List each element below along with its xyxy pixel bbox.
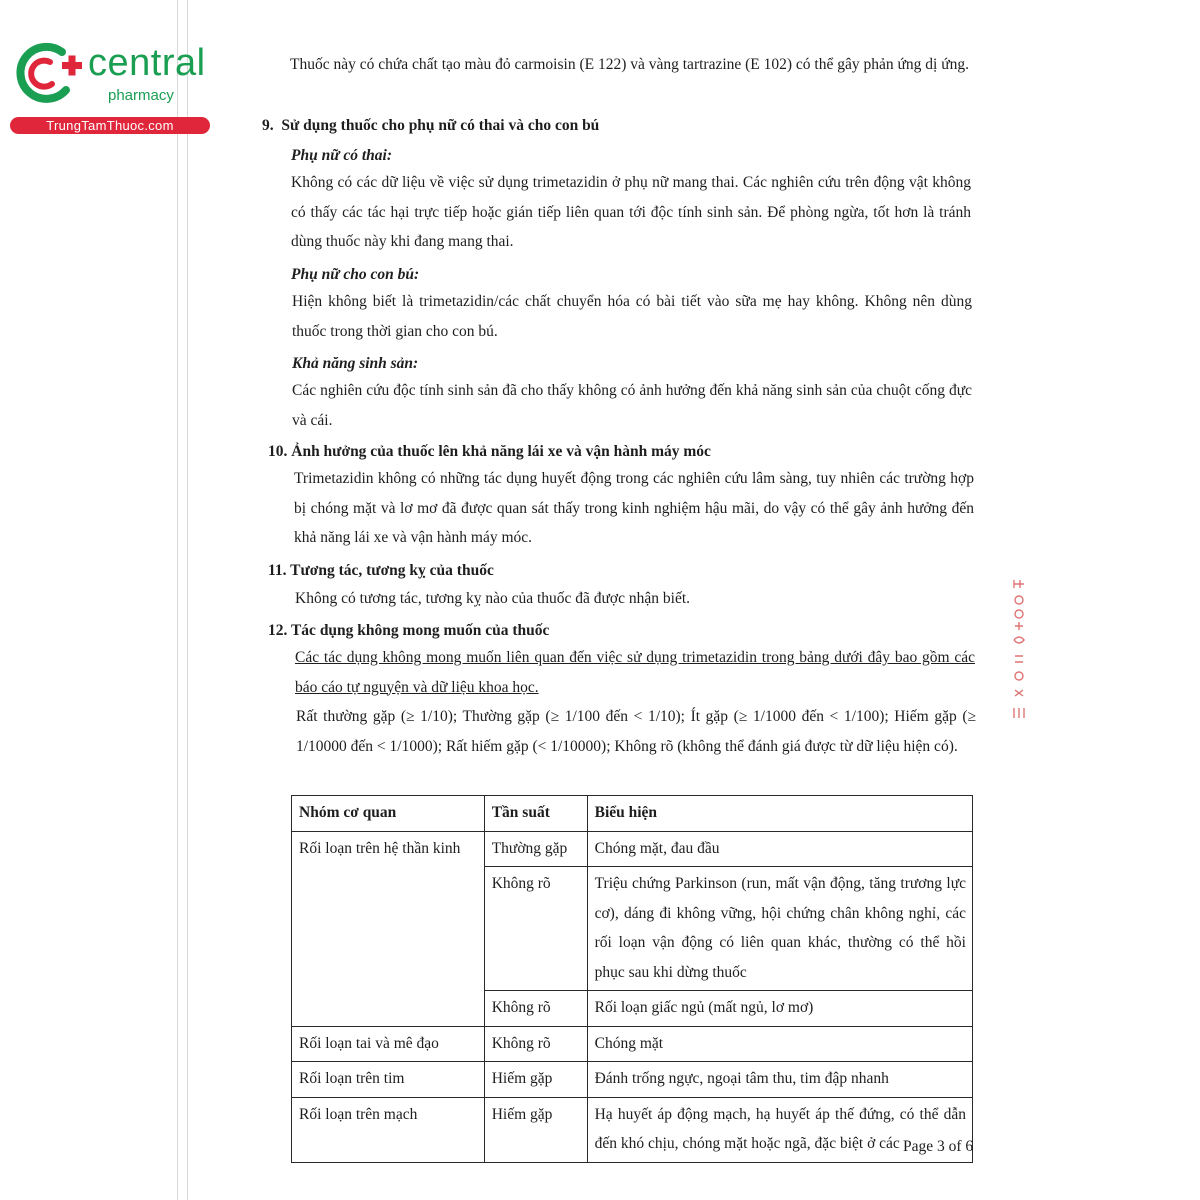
section-12-title: 12. Tác dụng không mong muốn của thuốc [268, 622, 550, 639]
manifestation-cell: Hạ huyết áp động mạch, hạ huyết áp thế đứng, có thể dẫn đến khó chịu, chóng mặt hoặc ngã, đặc biệt ở các [587, 1097, 972, 1162]
header-frequency: Tần suất [484, 796, 587, 832]
manifestation-cell: Chóng mặt [587, 1026, 972, 1062]
section-9-title: 9. Sử dụng thuốc cho phụ nữ có thai và cho con bú [262, 117, 600, 134]
manifestation-cell: Chóng mặt, đau đầu [587, 831, 972, 867]
logo-website-banner: TrungTamThuoc.com [10, 117, 210, 134]
page-number: Page 3 of 6 [903, 1138, 974, 1155]
frequency-cell: Hiếm gặp [484, 1097, 587, 1162]
table-row [292, 1062, 973, 1098]
margin-stamp-mark [1006, 576, 1036, 726]
manifestation-cell: Triệu chứng Parkinson (run, mất vận động, tăng trương lực cơ), dáng đi không vững, hội chứng chân không nghỉ, các rối loạn vận động có liên quan khác, thường có thể hồi phục sau khi dừng thuốc [587, 867, 972, 991]
organ-cell: Rối loạn tai và mê đạo [292, 1026, 485, 1062]
organ-cell: Rối loạn trên mạch [292, 1097, 485, 1162]
fertility-paragraph: Các nghiên cứu độc tính sinh sản đã cho thấy không có ảnh hưởng đến khả năng sinh sản của chuột cống đực và cái. [292, 382, 972, 429]
table-row [292, 1026, 973, 1062]
scan-edge-line [177, 0, 178, 1200]
frequency-definitions: Rất thường gặp (≥ 1/10); Thường gặp (≥ 1/100 đến < 1/10); Ít gặp (≥ 1/1000 đến < 1/100); Hiếm gặp (≥ 1/10000 đến < 1/1000); Rất hiếm gặp (< 1/10000); Không rõ (không thể đánh giá được từ dữ liệu hiện có). [296, 708, 976, 755]
section-11-paragraph: Không có tương tác, tương kỵ nào của thuốc đã được nhận biết. [295, 590, 691, 607]
organ-cell: Rối loạn trên hệ thần kinh [292, 831, 485, 1026]
central-pharmacy-logo [10, 38, 215, 138]
pregnant-paragraph: Không có các dữ liệu về việc sử dụng trimetazidin ở phụ nữ mang thai. Các nghiên cứu trên động vật không có thấy các tác hại trực tiếp hoặc gián tiếp liên quan tới độc tính sinh sản. Để phòng ngừa, tốt hơn là tránh dùng thuốc này khi đang mang thai. [291, 174, 971, 250]
fertility-subtitle: Khả năng sinh sản: [292, 355, 419, 372]
adverse-effects-table [291, 795, 973, 1163]
section-10-title: 10. Ảnh hưởng của thuốc lên khả năng lái xe và vận hành máy móc [268, 443, 711, 460]
frequency-cell: Hiếm gặp [484, 1062, 587, 1098]
table-row [292, 831, 973, 867]
manifestation-cell: Đánh trống ngực, ngoại tâm thu, tim đập nhanh [587, 1062, 972, 1098]
header-organ: Nhóm cơ quan [292, 796, 485, 832]
header-manifestation: Biểu hiện [587, 796, 972, 832]
table-header-row [292, 796, 973, 832]
frequency-cell: Không rõ [484, 991, 587, 1027]
table-row [292, 1097, 973, 1162]
allergen-note: Thuốc này có chứa chất tạo màu đỏ carmoisin (E 122) và vàng tartrazine (E 102) có thể gây phản ứng dị ứng. [290, 56, 969, 73]
scan-edge-line [187, 0, 188, 1200]
frequency-cell: Không rõ [484, 1026, 587, 1062]
central-pharmacy-logo-icon [10, 38, 86, 110]
organ-cell: Rối loạn trên tim [292, 1062, 485, 1098]
frequency-cell: Thường gặp [484, 831, 587, 867]
section-11-title: 11. Tương tác, tương kỵ của thuốc [268, 562, 494, 579]
pregnant-subtitle: Phụ nữ có thai: [291, 147, 393, 164]
frequency-cell: Không rõ [484, 867, 587, 991]
nursing-subtitle: Phụ nữ cho con bú: [291, 266, 420, 283]
manifestation-cell: Rối loạn giấc ngủ (mất ngủ, lơ mơ) [587, 991, 972, 1027]
logo-brand-sub: pharmacy [108, 87, 174, 104]
logo-brand-name: central [88, 42, 206, 84]
nursing-paragraph: Hiện không biết là trimetazidin/các chất chuyển hóa có bài tiết vào sữa mẹ hay không. Không nên dùng thuốc trong thời gian cho con bú. [292, 293, 972, 340]
section-10-paragraph: Trimetazidin không có những tác dụng huyết động trong các nghiên cứu lâm sàng, tuy nhiên các trường hợp bị chóng mặt và lơ mơ đã được quan sát thấy trong kinh nghiệm hậu mãi, do vậy có thể gây ảnh hưởng đến khả năng lái xe và vận hành máy móc. [294, 470, 974, 546]
section-12-intro: Các tác dụng không mong muốn liên quan đến việc sử dụng trimetazidin trong bảng dưới đây bao gồm các báo cáo tự nguyện và dữ liệu khoa học. [295, 649, 975, 696]
